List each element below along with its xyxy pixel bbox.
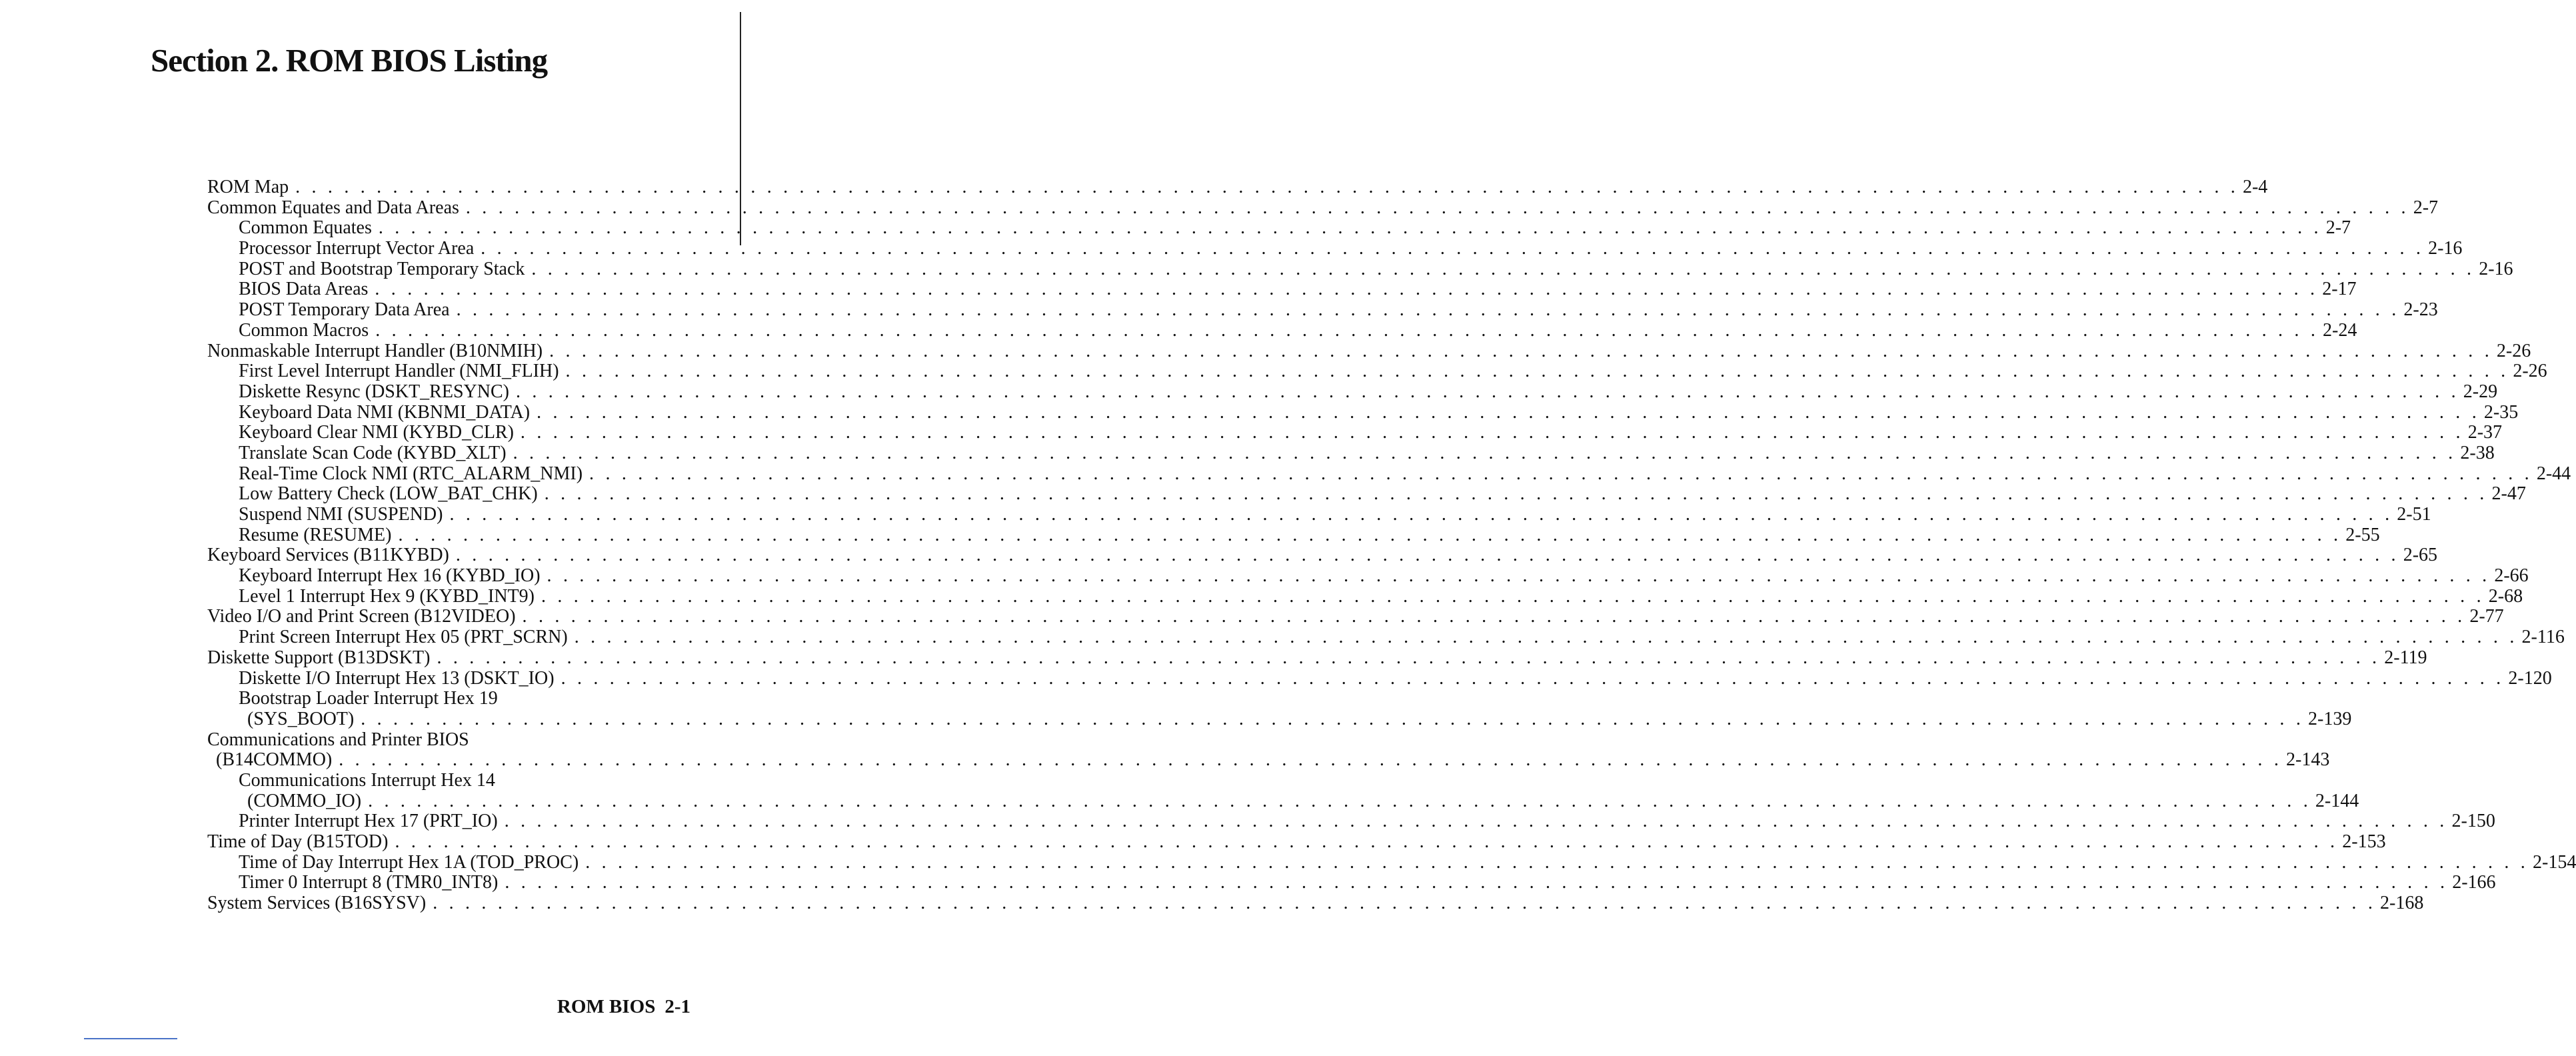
toc-entry <box>207 689 691 709</box>
toc-entry-title: POST Temporary Data Area <box>239 299 450 321</box>
toc-entry-title: System Services (B16SYSV) <box>207 893 427 914</box>
dot-leader: . . . . . . . . . . . . . . . . . . . . . . . . . . . . . . . . . . . . . . . . . . . . . . . . . . . . . . . . . . . . . . . . . . . . . . . . . . . . . . . . . . . . . . . . . . . . . . . . . . . . . . . . . . . . . . . . . . . . . . . . <box>522 606 2466 627</box>
dot-leader: . . . . . . . . . . . . . . . . . . . . . . . . . . . . . . . . . . . . . . . . . . . . . . . . . . . . . . . . . . . . . . . . . . . . . . . . . . . . . . . . . . . . . . . . . . . . . . . . . . . . . . . . . . . . . . . . . . . . . . . . <box>585 851 2529 873</box>
toc-entry <box>207 299 2438 321</box>
toc-entry-page: 2-16 <box>2479 258 2513 279</box>
toc-entry <box>207 463 2571 485</box>
toc-entry-title: Time of Day (B15TOD) <box>207 831 389 852</box>
toc-entry <box>207 258 2513 280</box>
toc-entry <box>207 831 2386 853</box>
dot-leader: . . . . . . . . . . . . . . . . . . . . . . . . . . . . . . . . . . . . . . . . . . . . . . . . . . . . . . . . . . . . . . . . . . . . . . . . . . . . . . . . . . . . . . . . . . . . . . . . . . . . . . . . . . . . . . . . . . . . . . . . <box>515 381 2459 402</box>
dot-leader: . . . . . . . . . . . . . . . . . . . . . . . . . . . . . . . . . . . . . . . . . . . . . . . . . . . . . . . . . . . . . . . . . . . . . . . . . . . . . . . . . . . . . . . . . . . . . . . . . . . . . . . . . . . . . . . . . . . . . . . . <box>513 442 2457 463</box>
toc-entry <box>207 442 2495 464</box>
toc-entry-title: BIOS Data Areas <box>239 279 369 300</box>
toc-entry <box>207 811 2495 832</box>
dot-leader: . . . . . . . . . . . . . . . . . . . . . . . . . . . . . . . . . . . . . . . . . . . . . . . . . . . . . . . . . . . . . . . . . . . . . . . . . . . . . . . . . . . . . . . . . . . . . . . . . . . . . . . . . . . . . . . . . . . . . . . . <box>395 831 2339 852</box>
dot-leader: . . . . . . . . . . . . . . . . . . . . . . . . . . . . . . . . . . . . . . . . . . . . . . . . . . . . . . . . . . . . . . . . . . . . . . . . . . . . . . . . . . . . . . . . . . . . . . . . . . . . . . . . . . . . . . . . . . . . . . . . <box>437 647 2381 668</box>
dot-leader: . . . . . . . . . . . . . . . . . . . . . . . . . . . . . . . . . . . . . . . . . . . . . . . . . . . . . . . . . . . . . . . . . . . . . . . . . . . . . . . . . . . . . . . . . . . . . . . . . . . . . . . . . . . . . . . . . . . . . . . . <box>465 197 2409 218</box>
toc-entry-page: 2-26 <box>2496 340 2531 361</box>
toc-entry <box>207 708 2352 730</box>
toc-entry-title: Processor Interrupt Vector Area <box>239 238 475 259</box>
toc-entry <box>207 872 2496 893</box>
dot-leader: . . . . . . . . . . . . . . . . . . . . . . . . . . . . . . . . . . . . . . . . . . . . . . . . . . . . . . . . . . . . . . . . . . . . . . . . . . . . . . . . . . . . . . . . . . . . . . . . . . . . . . . . . . . . . . . . . . . . . . . . <box>549 340 2493 361</box>
toc-entry <box>207 361 2547 382</box>
toc-entry-title: Diskette I/O Interrupt Hex 13 (DSKT_IO) <box>239 667 555 689</box>
dot-leader: . . . . . . . . . . . . . . . . . . . . . . . . . . . . . . . . . . . . . . . . . . . . . . . . . . . . . . . . . . . . . . . . . . . . . . . . . . . . . . . . . . . . . . . . . . . . . . . . . . . . . . . . . . . . . . . . . . . . . . . . <box>375 279 2319 300</box>
toc-entry-title: Bootstrap Loader Interrupt Hex 19 <box>239 688 498 709</box>
dot-leader: . . . . . . . . . . . . . . . . . . . . . . . . . . . . . . . . . . . . . . . . . . . . . . . . . . . . . . . . . . . . . . . . . . . . . . . . . . . . . . . . . . . . . . . . . . . . . . . . . . . . . . . . . . . . . . . . . . . . . . . . <box>565 361 2509 382</box>
toc-entry-page: 2-29 <box>2463 381 2498 402</box>
toc-entry-title: Resume (RESUME) <box>239 524 392 545</box>
toc-entry-title: Suspend NMI (SUSPEND) <box>239 504 443 525</box>
toc-entry-title: Keyboard Data NMI (KBNMI_DATA) <box>239 401 531 423</box>
toc-entry-title: Keyboard Services (B11KYBD) <box>207 545 449 566</box>
footer-page-number: 2-1 <box>664 996 690 1017</box>
toc-entry <box>207 483 2526 505</box>
toc-entry-title: Time of Day Interrupt Hex 1A (TOD_PROC) <box>239 851 579 873</box>
toc-entry-page: 2-168 <box>2380 893 2424 914</box>
toc-entry-page: 2-16 <box>2428 238 2463 259</box>
toc-entry-page: 2-66 <box>2494 565 2529 587</box>
toc-entry-title: Communications and Printer BIOS <box>207 729 469 750</box>
toc-entry-title: (B14COMMO) <box>216 749 333 771</box>
toc-entry-page: 2-55 <box>2345 524 2380 545</box>
dot-leader: . . . . . . . . . . . . . . . . . . . . . . . . . . . . . . . . . . . . . . . . . . . . . . . . . . . . . . . . . . . . . . . . . . . . . . . . . . . . . . . . . . . . . . . . . . . . . . . . . . . . . . . . . . . . . . . . . . . . . . . . <box>295 177 2239 197</box>
toc-entry <box>207 627 2565 648</box>
page-title: Section 2. ROM BIOS Listing <box>151 42 548 79</box>
toc-entry-page: 2-144 <box>2315 790 2359 811</box>
toc-entry-title: Diskette Resync (DSKT_RESYNC) <box>239 381 509 402</box>
toc-entry-page: 2-65 <box>2403 545 2438 566</box>
toc-entry-page: 2-120 <box>2508 667 2552 689</box>
toc-entry <box>207 565 2529 587</box>
dot-leader: . . . . . . . . . . . . . . . . . . . . . . . . . . . . . . . . . . . . . . . . . . . . . . . . . . . . . . . . . . . . . . . . . . . . . . . . . . . . . . . . . . . . . . . . . . . . . . . . . . . . . . . . . . . . . . . . . . . . . . . . <box>561 667 2505 689</box>
toc-entry-title: Level 1 Interrupt Hex 9 (KYBD_INT9) <box>239 585 535 607</box>
toc-entry <box>207 524 2380 546</box>
dot-leader: . . . . . . . . . . . . . . . . . . . . . . . . . . . . . . . . . . . . . . . . . . . . . . . . . . . . . . . . . . . . . . . . . . . . . . . . . . . . . . . . . . . . . . . . . . . . . . . . . . . . . . . . . . . . . . . . . . . . . . . . <box>541 585 2485 607</box>
toc-entry-page: 2-77 <box>2469 606 2504 627</box>
toc-entry-page: 2-153 <box>2342 831 2386 852</box>
dot-leader: . . . . . . . . . . . . . . . . . . . . . . . . . . . . . . . . . . . . . . . . . . . . . . . . . . . . . . . . . . . . . . . . . . . . . . . . . . . . . . . . . . . . . . . . . . . . . . . . . . . . . . . . . . . . . . . . . . . . . . . . <box>504 811 2448 832</box>
toc-entry <box>207 381 2498 403</box>
toc-entry <box>207 647 2427 669</box>
toc-entry-title: Keyboard Interrupt Hex 16 (KYBD_IO) <box>239 565 541 587</box>
corner-mark <box>84 1038 177 1039</box>
toc-entry-title: (SYS_BOOT) <box>247 708 355 729</box>
footer-section: ROM BIOS <box>557 996 656 1017</box>
toc-entry <box>207 177 2268 198</box>
toc-entry-page: 2-7 <box>2413 197 2439 218</box>
dot-leader: . . . . . . . . . . . . . . . . . . . . . . . . . . . . . . . . . . . . . . . . . . . . . . . . . . . . . . . . . . . . . . . . . . . . . . . . . . . . . . . . . . . . . . . . . . . . . . . . . . . . . . . . . . . . . . . . . . . . . . . . <box>455 545 2399 566</box>
toc-entry-title: Common Macros <box>239 319 369 341</box>
toc-entry-page: 2-116 <box>2521 627 2565 648</box>
dot-leader: . . . . . . . . . . . . . . . . . . . . . . . . . . . . . . . . . . . . . . . . . . . . . . . . . . . . . . . . . . . . . . . . . . . . . . . . . . . . . . . . . . . . . . . . . . . . . . . . . . . . . . . . . . . . . . . . . . . . . . . . <box>361 708 2305 729</box>
toc-entry-title: Communications Interrupt Hex 14 <box>239 769 495 791</box>
toc-entry <box>207 422 2503 443</box>
toc-entry-page: 2-154 <box>2533 851 2576 873</box>
toc-entry-title: Print Screen Interrupt Hex 05 (PRT_SCRN) <box>239 627 568 648</box>
toc-entry <box>207 401 2519 423</box>
dot-leader: . . . . . . . . . . . . . . . . . . . . . . . . . . . . . . . . . . . . . . . . . . . . . . . . . . . . . . . . . . . . . . . . . . . . . . . . . . . . . . . . . . . . . . . . . . . . . . . . . . . . . . . . . . . . . . . . . . . . . . . . <box>547 565 2491 587</box>
toc-entry-title: Low Battery Check (LOW_BAT_CHK) <box>239 483 538 505</box>
toc-entry-page: 2-139 <box>2308 708 2352 729</box>
toc-entry-page: 2-26 <box>2513 361 2547 382</box>
dot-leader: . . . . . . . . . . . . . . . . . . . . . . . . . . . . . . . . . . . . . . . . . . . . . . . . . . . . . . . . . . . . . . . . . . . . . . . . . . . . . . . . . . . . . . . . . . . . . . . . . . . . . . . . . . . . . . . . . . . . . . . . <box>505 872 2449 893</box>
toc-entry-title: ROM Map <box>207 177 289 197</box>
dot-leader: . . . . . . . . . . . . . . . . . . . . . . . . . . . . . . . . . . . . . . . . . . . . . . . . . . . . . . . . . . . . . . . . . . . . . . . . . . . . . . . . . . . . . . . . . . . . . . . . . . . . . . . . . . . . . . . . . . . . . . . . <box>520 422 2464 443</box>
toc-entry-title: Translate Scan Code (KYBD_XLT) <box>239 442 507 463</box>
toc-entry <box>207 749 2330 771</box>
toc-entry-page: 2-68 <box>2488 585 2523 607</box>
dot-leader: . . . . . . . . . . . . . . . . . . . . . . . . . . . . . . . . . . . . . . . . . . . . . . . . . . . . . . . . . . . . . . . . . . . . . . . . . . . . . . . . . . . . . . . . . . . . . . . . . . . . . . . . . . . . . . . . . . . . . . . . <box>449 504 2393 525</box>
dot-leader: . . . . . . . . . . . . . . . . . . . . . . . . . . . . . . . . . . . . . . . . . . . . . . . . . . . . . . . . . . . . . . . . . . . . . . . . . . . . . . . . . . . . . . . . . . . . . . . . . . . . . . . . . . . . . . . . . . . . . . . . <box>375 319 2319 341</box>
toc-entry <box>207 319 2357 341</box>
dot-leader: . . . . . . . . . . . . . . . . . . . . . . . . . . . . . . . . . . . . . . . . . . . . . . . . . . . . . . . . . . . . . . . . . . . . . . . . . . . . . . . . . . . . . . . . . . . . . . . . . . . . . . . . . . . . . . . . . . . . . . . . <box>378 217 2322 239</box>
toc-entry-page: 2-166 <box>2452 872 2496 893</box>
toc-entry-title: First Level Interrupt Handler (NMI_FLIH) <box>239 361 559 382</box>
dot-leader: . . . . . . . . . . . . . . . . . . . . . . . . . . . . . . . . . . . . . . . . . . . . . . . . . . . . . . . . . . . . . . . . . . . . . . . . . . . . . . . . . . . . . . . . . . . . . . . . . . . . . . . . . . . . . . . . . . . . . . . . <box>368 790 2311 811</box>
toc-entry <box>207 340 2531 362</box>
toc-entry-title: Printer Interrupt Hex 17 (PRT_IO) <box>239 811 498 832</box>
toc-entry <box>207 771 691 791</box>
toc-entry-page: 2-37 <box>2467 422 2503 443</box>
toc-entry-title: POST and Bootstrap Temporary Stack <box>239 258 525 279</box>
toc-entry-title: Diskette Support (B13DSKT) <box>207 647 431 668</box>
toc-entry-page: 2-17 <box>2322 279 2357 300</box>
toc-entry <box>207 790 2359 812</box>
toc-entry-title: Common Equates <box>239 217 372 239</box>
toc-entry <box>207 545 2438 566</box>
toc-entry <box>207 238 2463 259</box>
page-footer <box>557 996 690 1018</box>
toc-entry-title: (COMMO_IO) <box>247 790 362 811</box>
dot-leader: . . . . . . . . . . . . . . . . . . . . . . . . . . . . . . . . . . . . . . . . . . . . . . . . . . . . . . . . . . . . . . . . . . . . . . . . . . . . . . . . . . . . . . . . . . . . . . . . . . . . . . . . . . . . . . . . . . . . . . . . <box>433 893 2377 914</box>
toc-entry-page: 2-7 <box>2325 217 2351 239</box>
toc-entry-page: 2-4 <box>2242 177 2268 197</box>
dot-leader: . . . . . . . . . . . . . . . . . . . . . . . . . . . . . . . . . . . . . . . . . . . . . . . . . . . . . . . . . . . . . . . . . . . . . . . . . . . . . . . . . . . . . . . . . . . . . . . . . . . . . . . . . . . . . . . . . . . . . . . . <box>456 299 2400 321</box>
toc-entry-page: 2-51 <box>2397 504 2431 525</box>
dot-leader: . . . . . . . . . . . . . . . . . . . . . . . . . . . . . . . . . . . . . . . . . . . . . . . . . . . . . . . . . . . . . . . . . . . . . . . . . . . . . . . . . . . . . . . . . . . . . . . . . . . . . . . . . . . . . . . . . . . . . . . . <box>574 627 2518 648</box>
toc-entry <box>207 893 2424 914</box>
toc-entry <box>207 730 691 751</box>
toc-entry-title: Video I/O and Print Screen (B12VIDEO) <box>207 606 516 627</box>
toc-entry-page: 2-47 <box>2491 483 2526 505</box>
toc-entry-title: Nonmaskable Interrupt Handler (B10NMIH) <box>207 340 543 361</box>
toc-entry-page: 2-119 <box>2384 647 2427 668</box>
toc-entry <box>207 279 2357 300</box>
toc-entry-page: 2-143 <box>2286 749 2330 771</box>
toc-entry-title: Timer 0 Interrupt 8 (TMR0_INT8) <box>239 872 499 893</box>
toc-entry-title: Keyboard Clear NMI (KYBD_CLR) <box>239 422 514 443</box>
table-of-contents <box>207 177 2576 914</box>
toc-entry-page: 2-150 <box>2451 811 2495 832</box>
dot-leader: . . . . . . . . . . . . . . . . . . . . . . . . . . . . . . . . . . . . . . . . . . . . . . . . . . . . . . . . . . . . . . . . . . . . . . . . . . . . . . . . . . . . . . . . . . . . . . . . . . . . . . . . . . . . . . . . . . . . . . . . <box>398 524 2342 545</box>
toc-entry-page: 2-24 <box>2323 319 2357 341</box>
dot-leader: . . . . . . . . . . . . . . . . . . . . . . . . . . . . . . . . . . . . . . . . . . . . . . . . . . . . . . . . . . . . . . . . . . . . . . . . . . . . . . . . . . . . . . . . . . . . . . . . . . . . . . . . . . . . . . . . . . . . . . . . <box>531 258 2475 279</box>
toc-entry-page: 2-23 <box>2403 299 2438 321</box>
toc-entry <box>207 504 2431 525</box>
toc-entry-page: 2-44 <box>2536 463 2571 484</box>
toc-entry <box>207 667 2552 689</box>
toc-entry <box>207 585 2523 607</box>
dot-leader: . . . . . . . . . . . . . . . . . . . . . . . . . . . . . . . . . . . . . . . . . . . . . . . . . . . . . . . . . . . . . . . . . . . . . . . . . . . . . . . . . . . . . . . . . . . . . . . . . . . . . . . . . . . . . . . . . . . . . . . . <box>339 749 2283 771</box>
dot-leader: . . . . . . . . . . . . . . . . . . . . . . . . . . . . . . . . . . . . . . . . . . . . . . . . . . . . . . . . . . . . . . . . . . . . . . . . . . . . . . . . . . . . . . . . . . . . . . . . . . . . . . . . . . . . . . . . . . . . . . . . <box>481 238 2425 259</box>
toc-entry-title: Common Equates and Data Areas <box>207 197 459 218</box>
dot-leader: . . . . . . . . . . . . . . . . . . . . . . . . . . . . . . . . . . . . . . . . . . . . . . . . . . . . . . . . . . . . . . . . . . . . . . . . . . . . . . . . . . . . . . . . . . . . . . . . . . . . . . . . . . . . . . . . . . . . . . . . <box>589 463 2533 484</box>
toc-entry-page: 2-38 <box>2460 442 2495 463</box>
dot-leader: . . . . . . . . . . . . . . . . . . . . . . . . . . . . . . . . . . . . . . . . . . . . . . . . . . . . . . . . . . . . . . . . . . . . . . . . . . . . . . . . . . . . . . . . . . . . . . . . . . . . . . . . . . . . . . . . . . . . . . . . <box>544 483 2488 505</box>
dot-leader: . . . . . . . . . . . . . . . . . . . . . . . . . . . . . . . . . . . . . . . . . . . . . . . . . . . . . . . . . . . . . . . . . . . . . . . . . . . . . . . . . . . . . . . . . . . . . . . . . . . . . . . . . . . . . . . . . . . . . . . . <box>537 401 2480 423</box>
toc-entry-title: Real-Time Clock NMI (RTC_ALARM_NMI) <box>239 463 583 484</box>
toc-entry <box>207 217 2351 239</box>
toc-entry <box>207 197 2439 219</box>
toc-entry <box>207 851 2576 873</box>
toc-entry <box>207 606 2504 627</box>
toc-entry-page: 2-35 <box>2483 401 2519 423</box>
